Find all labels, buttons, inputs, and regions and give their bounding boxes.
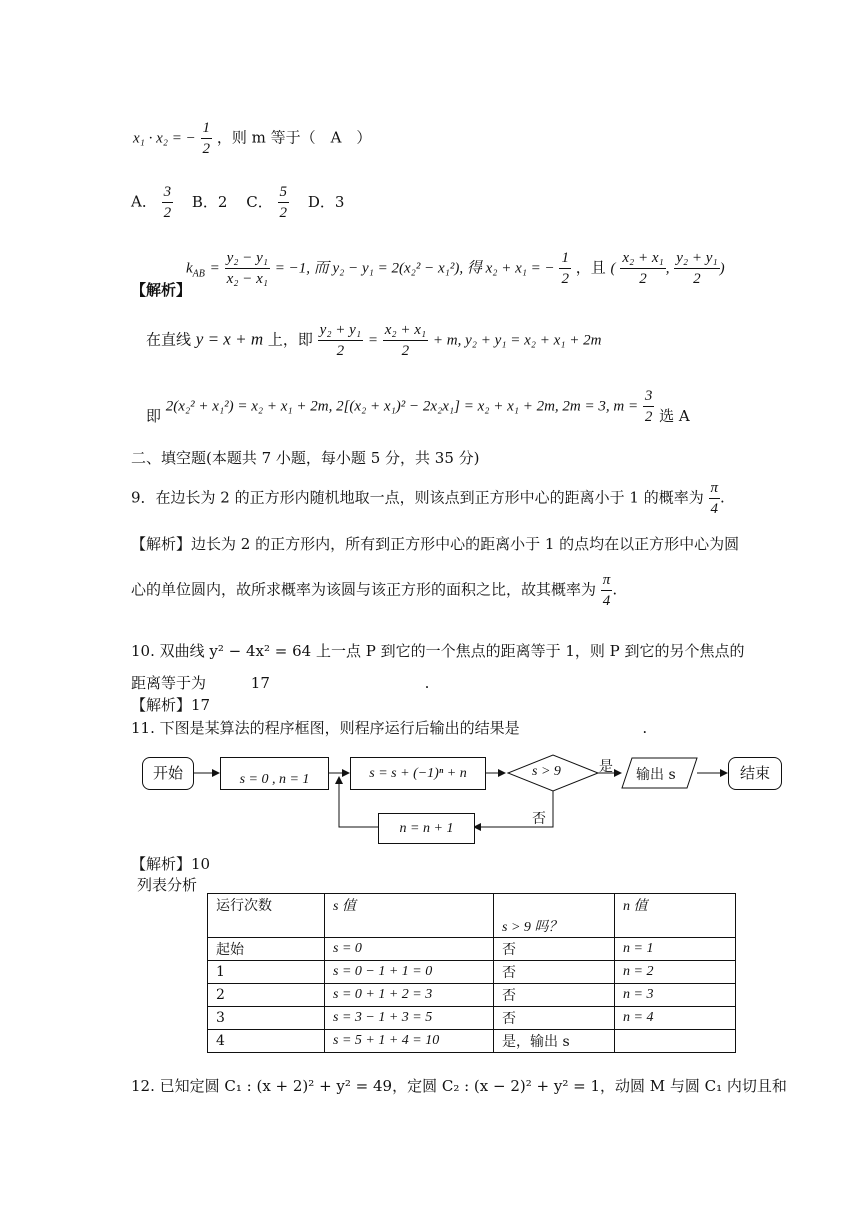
q10-answer: 17: [250, 674, 270, 692]
frac-num: y₂ − y₁: [225, 248, 270, 269]
section-heading: 二、填空题(本题共 7 小题，每小题 5 分，共 35 分): [131, 449, 480, 467]
option-d: D．3: [307, 192, 345, 211]
table-row: [208, 1007, 736, 1030]
line3-expr: 2(x₂² + x₁²) = x₂ + x₁ + 2m, 2[(x₂ + x₁)² − 2x₂x₁] = x₂ + x₁ + 2m, 2m = 3, m =: [165, 398, 639, 415]
frac-den: 2: [561, 271, 569, 287]
table-row: [208, 938, 736, 961]
q11-list-title: 列表分析: [137, 876, 198, 894]
table-cell: 1: [208, 961, 325, 984]
flow-increment: n = n + 1: [378, 813, 475, 844]
line2-pre: 在直线: [146, 330, 196, 349]
table-cell: 3: [208, 1007, 325, 1030]
line3-ji: 即: [146, 406, 162, 425]
flow-no: 否: [532, 811, 546, 827]
frac-num: 5: [278, 182, 290, 203]
frac-num: y₂ + y₁: [318, 320, 363, 341]
q9-jiexi-1: 【解析】边长为 2 的正方形内，所有到正方形中心的距离小于 1 的点均在以正方形中心为圆: [131, 535, 740, 553]
frac-num: x₂ + x₁: [620, 248, 665, 269]
frac-num: 1: [201, 118, 213, 139]
table-cell: 是，输出 s: [494, 1030, 615, 1053]
q9-jiexi-2-wrap: 心的单位圆内，故所求概率为该圆与该正方形的面积之比，故其概率为 $\frac{\pi}{4}$ .: [131, 572, 618, 609]
line3-select: 选 A: [659, 406, 690, 425]
table-cell: s = 5 + 1 + 4 = 10: [325, 1030, 494, 1053]
q8-jiexi-label: 【解析】: [131, 281, 192, 299]
table-header: s 值: [325, 894, 494, 938]
q11-text: 11. 下图是某算法的程序框图，则程序运行后输出的结果是: [131, 719, 520, 737]
line1-rest: = −1, 而 y₂ − y₁ = 2(x₂² − x₁²), 得 x₂ + x₁ = −: [274, 260, 555, 277]
frac-num: x₂ + x₁: [383, 320, 428, 341]
table-cell: 2: [208, 984, 325, 1007]
table-row: [208, 984, 736, 1007]
table-cell: n = 1: [615, 938, 736, 961]
option-c-label: C．: [246, 192, 273, 211]
frac-num: 3: [643, 386, 655, 407]
table-cell: 4: [208, 1030, 325, 1053]
q12-line: 12. 已知定圆 C₁ : (x + 2)² + y² = 49，定圆 C₂ : (x − 2)² + y² = 1，动圆 M 与圆 C₁ 内切且和: [131, 1077, 787, 1095]
table-header: 运行次数: [208, 894, 325, 938]
q11-question: 11. 下图是某算法的程序框图，则程序运行后输出的结果是 .: [131, 719, 648, 737]
q8-intro-text: ，则 m 等于（ A ）: [216, 128, 372, 147]
slope-k: k: [186, 260, 193, 277]
frac-num: 1: [559, 248, 571, 269]
frac-num: π: [709, 478, 721, 499]
flow-update: s = s + (−1)ⁿ + n: [350, 757, 486, 790]
frac-den: 4: [602, 593, 611, 609]
frac-den: 2: [401, 343, 410, 359]
flow-end: 结束: [728, 757, 782, 790]
table-cell: 否: [494, 961, 615, 984]
flow-init: s = 0 , n = 1: [220, 757, 329, 790]
q9-question: 9．在边长为 2 的正方形内随机地取一点，则该点到正方形中心的距离小于 1 的概率为 $\frac{\pi}{4}$ .: [131, 480, 725, 517]
flow-start: 开始: [142, 757, 194, 790]
table-cell: n = 2: [615, 961, 736, 984]
q8-intro-expr: x₁ · x₂ = −: [133, 130, 196, 147]
flow-yes: 是: [599, 759, 613, 775]
q9-jiexi-2: 心的单位圆内，故所求概率为该圆与该正方形的面积之比，故其概率为: [131, 580, 597, 599]
option-a-label: A．: [131, 192, 157, 211]
table-cell: [615, 1030, 736, 1053]
table-cell: 否: [494, 938, 615, 961]
frac-den: x₂ − x₁: [226, 271, 268, 287]
frac-num: π: [601, 570, 613, 591]
q8-line2: 在直线 y = x + m 上，即 $\frac{\text{y₂ + y₁}}{2}$ = $\frac{\text{x₂ + x₁}}{2}$ + m, y₂ + y₁ = x₂ + x₁ + 2m: [146, 322, 602, 359]
table-cell: s = 0: [325, 938, 494, 961]
q10-line2: 距离等于为 17 .: [131, 674, 430, 692]
table-cell: 否: [494, 1007, 615, 1030]
table-cell: s = 3 − 1 + 3 = 5: [325, 1007, 494, 1030]
frac-num: 3: [162, 182, 174, 203]
line1-qie: ，且: [575, 258, 606, 277]
q10-line1: 10. 双曲线 y² − 4x² = 64 上一点 P 到它的一个焦点的距离等于 1，则 P 到它的另个焦点的: [131, 642, 745, 660]
line2-eq: y = x + m: [195, 329, 264, 349]
q10-line2-pre: 距离等于为: [131, 674, 207, 692]
flow-condition: s > 9: [532, 764, 561, 779]
frac-den: 2: [163, 205, 172, 221]
q9-text: 9．在边长为 2 的正方形内随机地取一点，则该点到正方形中心的距离小于 1 的概率为: [131, 488, 704, 507]
option-b: B．2: [191, 192, 228, 211]
q10-jiexi: 【解析】17: [131, 696, 211, 714]
frac-den: 2: [336, 343, 345, 359]
frac-den: 2: [639, 271, 647, 287]
line2-rest: + m, y₂ + y₁ = x₂ + x₁ + 2m: [432, 332, 602, 349]
frac-den: 2: [644, 409, 653, 425]
table-row: [208, 961, 736, 984]
q11-jiexi: 【解析】10: [131, 855, 211, 873]
run-table: [207, 893, 736, 1053]
slope-sub: AB: [192, 268, 205, 280]
table-cell: s = 0 − 1 + 1 = 0: [325, 961, 494, 984]
frac-den: 2: [279, 205, 288, 221]
table-header: s > 9 吗？: [494, 894, 615, 938]
table-cell: n = 4: [615, 1007, 736, 1030]
table-header: n 值: [615, 894, 736, 938]
frac-den: 2: [202, 141, 211, 157]
q8-line1: $k_{AB}$ = $\frac{\text{y₂ − y₁}}{\text{x₂ − x₁}}$ = −1, 而 y₂ − y₁ = 2(x₂² − x₁²), 得 x₂ + x₁ = − $\frac{1}{2}$ ，且 ( $\frac{\text{x₂ + x₁}}{2}$ , $\frac{\text{y₂ + y₁}}{2}$ ): [186, 250, 725, 287]
line2-post: 上，即: [267, 330, 313, 349]
frac-num: y₂ + y₁: [674, 248, 719, 269]
frac-den: 2: [693, 271, 701, 287]
table-row: [208, 1030, 736, 1053]
table-header-row: [208, 894, 736, 938]
table-cell: s = 0 + 1 + 2 = 3: [325, 984, 494, 1007]
frac-den: 4: [710, 501, 718, 517]
table-cell: n = 3: [615, 984, 736, 1007]
table-cell: 起始: [208, 938, 325, 961]
flow-output: 输出 s: [636, 767, 676, 783]
table-cell: 否: [494, 984, 615, 1007]
